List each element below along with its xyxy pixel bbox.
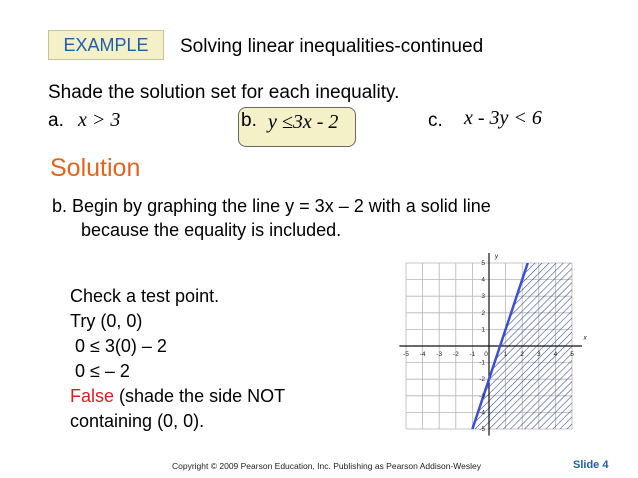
x-tick-label: 0: [484, 351, 488, 358]
y-axis-label: y: [495, 254, 498, 261]
test-point-line-2: Try (0, 0): [70, 311, 143, 331]
x-tick-label: 4: [553, 351, 558, 358]
example-tag: EXAMPLE: [63, 35, 149, 55]
y-tick-label: -3: [479, 392, 485, 400]
y-tick-label: -5: [479, 426, 485, 433]
x-tick-label: 1: [503, 351, 508, 358]
label-c: c.: [428, 110, 443, 131]
test-point-line-3: 0 ≤ 3(0) – 2: [70, 336, 167, 356]
y-tick-label: 3: [481, 293, 485, 301]
test-point-line-5: [70, 386, 285, 407]
solution-line-1: b. Begin by graphing the line y = 3x – 2 with a solid line: [52, 196, 491, 216]
x-tick-label: -2: [452, 351, 459, 358]
test-point-line-6: containing (0, 0).: [70, 411, 205, 431]
problem-intro: Shade the solution set for each inequality.: [48, 82, 400, 103]
solution-paragraph: [52, 194, 612, 242]
label-a: a.: [48, 110, 64, 131]
test-point-line-1: Check a test point.: [70, 286, 220, 306]
solution-line-2: because the equality is included.: [81, 220, 342, 240]
inequality-b: y ≤3x - 2: [268, 111, 339, 133]
inequality-c: x - 3y < 6: [464, 107, 542, 129]
x-tick-label: -4: [419, 351, 426, 358]
x-tick-label: -1: [469, 351, 476, 358]
y-tick-label: 2: [481, 309, 485, 317]
copyright-footer: Copyright © 2009 Pearson Education, Inc. Publishing as Pearson Addison-Wesley: [172, 461, 481, 471]
x-tick-label: -5: [403, 351, 409, 358]
x-tick-label: 2: [520, 351, 525, 358]
x-tick-label: 3: [536, 351, 541, 358]
slide-title: Solving linear inequalities-continued: [180, 36, 484, 57]
y-tick-label: -1: [479, 359, 485, 367]
inequality-graph: [392, 250, 592, 440]
solution-heading: Solution: [50, 154, 141, 182]
inequality-a: x > 3: [78, 109, 121, 131]
y-tick-label: -4: [479, 409, 485, 417]
y-tick-label: 4: [481, 276, 485, 284]
y-tick-label: -2: [479, 376, 485, 384]
test-point-line-4: 0 ≤ – 2: [70, 361, 130, 381]
y-tick-label: 5: [481, 260, 485, 267]
x-tick-label: 5: [570, 351, 574, 358]
test-point-line-5-rest: (shade the side NOT: [114, 386, 286, 406]
x-tick-label: -3: [436, 351, 443, 358]
slide-number: Slide 4: [573, 459, 609, 471]
label-b: b.: [241, 110, 257, 131]
x-axis-label: x: [583, 335, 587, 342]
false-word: False: [70, 386, 115, 406]
y-tick-label: 1: [481, 326, 485, 334]
